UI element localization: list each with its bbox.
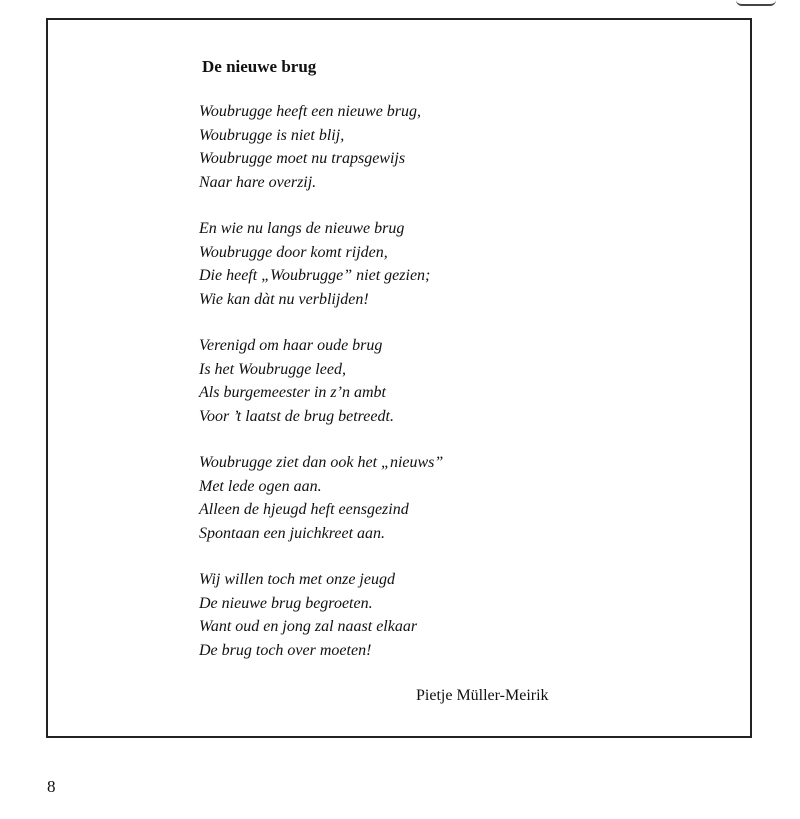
stanza-5 xyxy=(199,568,443,662)
poem-line: De brug toch over moeten! xyxy=(199,641,372,659)
poem-line: Wie kan dàt nu verblijden! xyxy=(199,290,369,308)
page-number: 8 xyxy=(47,777,56,796)
poem-line: Want oud en jong zal naast elkaar xyxy=(199,618,418,635)
poem-body xyxy=(199,100,443,685)
poem-line: Wij willen toch met onze jeugd xyxy=(199,571,395,588)
poem-line: Woubrugge ziet dan ook het „nieuws” xyxy=(199,454,444,471)
poem-line: De nieuwe brug begroeten. xyxy=(199,594,373,612)
poem-line: Alleen de hjeugd heft eensgezind xyxy=(199,501,409,518)
poem-line: Verenigd om haar oude brug xyxy=(199,337,383,354)
stanza-1 xyxy=(199,100,443,194)
poem-line: En wie nu langs de nieuwe brug xyxy=(199,220,405,237)
stanza-2 xyxy=(199,217,443,311)
poem-line: Woubrugge door komt rijden, xyxy=(199,243,388,261)
poem-line: Woubrugge moet nu trapsgewijs xyxy=(199,150,406,167)
poem-line: Is het Woubrugge leed, xyxy=(199,360,346,378)
stanza-3 xyxy=(199,334,443,428)
poem-line: Woubrugge heeft een nieuwe brug, xyxy=(199,103,422,120)
poem-author: Pietje Müller-Meirik xyxy=(416,687,549,704)
poem-line: Woubrugge is niet blij, xyxy=(199,126,345,144)
poem-title: De nieuwe brug xyxy=(202,57,317,76)
poem-line: Voor ’t laatst de brug betreedt. xyxy=(199,407,394,425)
corner-scan-mark xyxy=(736,0,776,6)
poem-line: Naar hare overzij. xyxy=(199,173,317,191)
poem-line: Spontaan een juichkreet aan. xyxy=(199,524,386,542)
poem-line: Die heeft „Woubrugge” niet gezien; xyxy=(199,267,431,284)
stanza-4 xyxy=(199,451,443,545)
poem-line: Als burgemeester in z’n ambt xyxy=(199,384,386,401)
poem-line: Met lede ogen aan. xyxy=(199,477,322,495)
